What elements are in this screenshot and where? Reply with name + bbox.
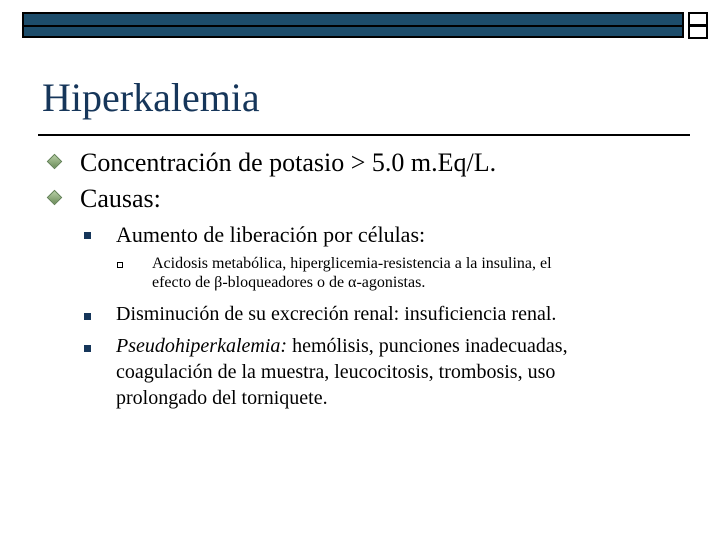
pseudohyperkalemia-rest: hemólisis, punciones inadecuadas, [287, 335, 568, 357]
square-bullet-icon [84, 313, 91, 320]
hollow-bullet-icon [117, 262, 123, 268]
pseudohyperkalemia-term: Pseudohiperkalemia: [116, 335, 288, 357]
cause-pseudohyperkalemia-line1 [116, 334, 568, 358]
square-bullet-icon [84, 345, 91, 352]
slide-title: Hiperkalemia [42, 75, 260, 120]
cause-pseudohyperkalemia-line3: prolongado del torniquete. [116, 387, 328, 409]
square-bullet-icon [84, 232, 91, 239]
cause-pseudohyperkalemia-line2: coagulación de la muestra, leucocitosis, trombosis, uso [116, 361, 556, 383]
diamond-bullet-icon [47, 190, 63, 206]
cause-cell-release-detail-line2: efecto de β-bloqueadores o de α-agonistas. [152, 274, 426, 291]
cause-cell-release: Aumento de liberación por células: [116, 222, 426, 247]
bullet-causes: Causas: [80, 184, 161, 213]
bullet-concentration: Concentración de potasio > 5.0 m.Eq/L. [80, 148, 497, 177]
diamond-bullet-icon [47, 154, 63, 170]
cause-cell-release-detail-line1: Acidosis metabólica, hiperglicemia-resistencia a la insulina, el [152, 255, 552, 272]
cause-renal-excretion: Disminución de su excreción renal: insuficiencia renal. [116, 303, 557, 325]
